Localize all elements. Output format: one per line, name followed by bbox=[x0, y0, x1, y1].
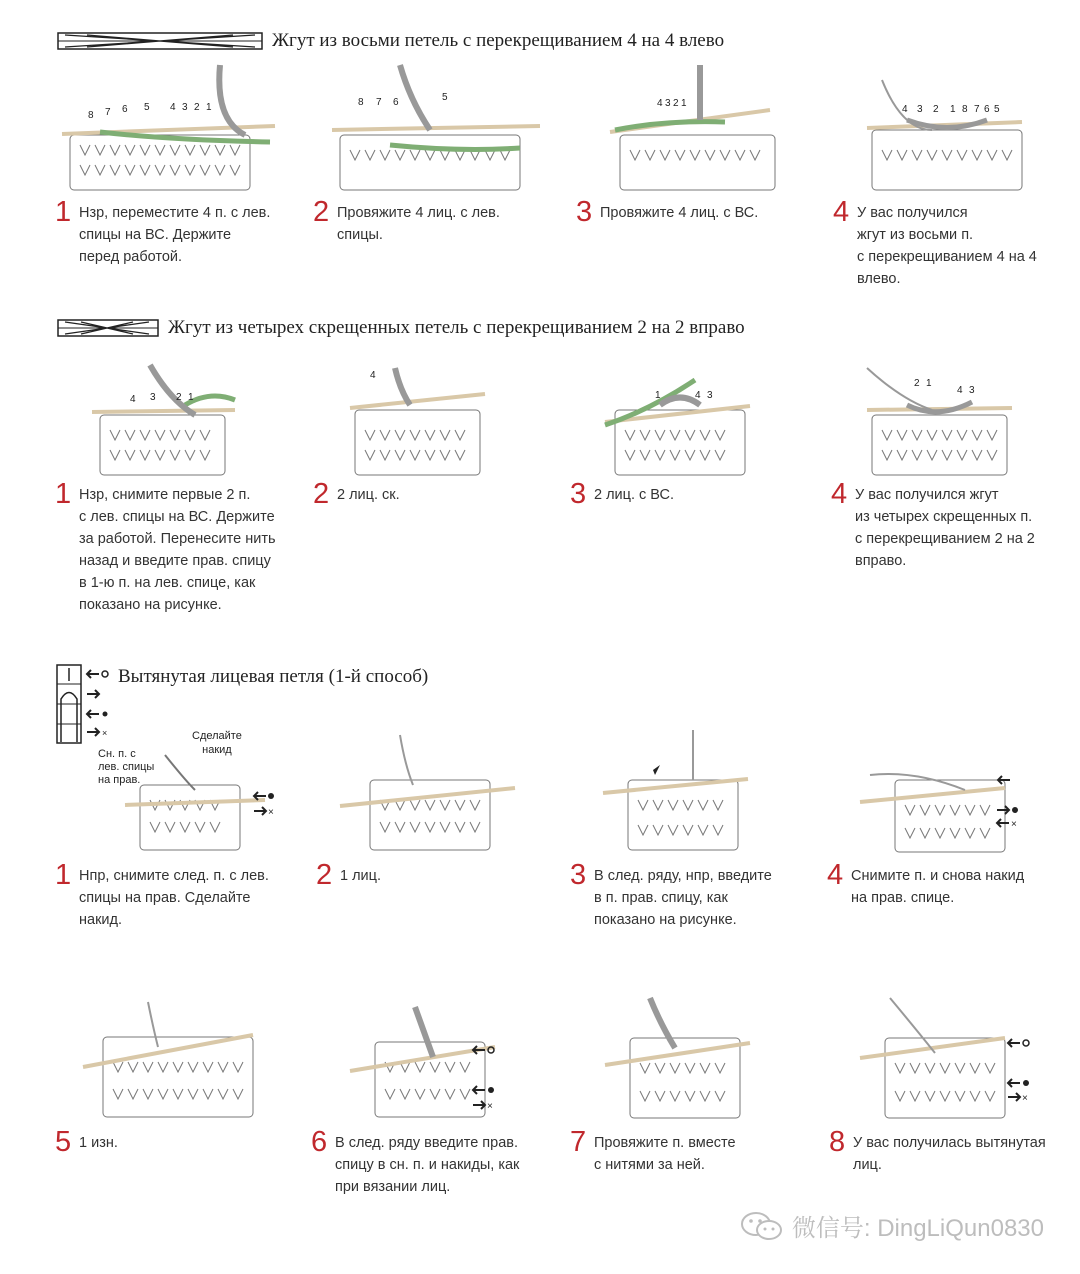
stitch-label: 4 bbox=[695, 390, 701, 401]
knit-fabric bbox=[70, 135, 250, 190]
step-number: 3 bbox=[576, 196, 593, 228]
section-title-3: Вытянутая лицевая петля (1-й способ) bbox=[118, 666, 429, 687]
step-number: 2 bbox=[313, 478, 330, 510]
svg-text:×: × bbox=[1011, 819, 1017, 830]
watermark bbox=[740, 1208, 1044, 1243]
stitch-label: 8 bbox=[962, 104, 968, 115]
callout-slip-stitch: Сн. п. с лев. спицы на прав. bbox=[98, 748, 155, 786]
step-text: 1 изн. bbox=[79, 1135, 118, 1151]
illustration-s1-4 bbox=[862, 60, 1080, 200]
illustration-s2-4 bbox=[862, 355, 1080, 495]
stitch-label: 3 bbox=[707, 390, 713, 401]
cable-symbol-4x4-left bbox=[57, 32, 263, 50]
step-text: Провяжите 4 лиц. с лев. спицы. bbox=[337, 205, 500, 243]
stitch-label: 4 bbox=[370, 370, 376, 381]
step-number: 8 bbox=[829, 1126, 846, 1158]
section-title-1: Жгут из восьми петель с перекрещиванием 4 на 4 влево bbox=[272, 30, 725, 51]
svg-text:×: × bbox=[1022, 1093, 1028, 1104]
illustration-s3-7 bbox=[600, 988, 820, 1128]
stitch-label: 2 bbox=[914, 378, 920, 389]
stitch-label: 8 bbox=[88, 110, 94, 121]
illustration-s2-3 bbox=[600, 355, 820, 495]
yarn bbox=[219, 65, 245, 135]
illustration-s1-3 bbox=[605, 60, 825, 200]
stitch-label: 2 bbox=[176, 392, 182, 403]
svg-text:×: × bbox=[102, 728, 108, 738]
step-number: 3 bbox=[570, 859, 587, 891]
step-text: 1 лиц. bbox=[340, 868, 381, 884]
step-text: В след. ряду введите прав. спицу в сн. п. и накиды, как при вязании лиц. bbox=[335, 1135, 520, 1195]
stitch-label: 6 bbox=[393, 97, 399, 108]
step-text: У вас получился жгут из четырех скрещенных п. с перекрещиванием 2 на 2 вправо. bbox=[855, 487, 1035, 569]
step-text: Нпр, снимите след. п. с лев. спицы на прав. Сделайте накид. bbox=[79, 868, 269, 928]
step-number: 3 bbox=[570, 478, 587, 510]
illustration-s3-8 bbox=[855, 988, 1075, 1128]
stitch-label: 8 bbox=[358, 97, 364, 108]
illustration-s1-1 bbox=[60, 60, 280, 200]
step-number: 2 bbox=[316, 859, 333, 891]
stitch-label: 1 bbox=[926, 378, 932, 389]
step-text: Провяжите п. вместе с нитями за ней. bbox=[594, 1135, 736, 1173]
stitch-label: 7 bbox=[376, 97, 382, 108]
step-text: Провяжите 4 лиц. с ВС. bbox=[600, 205, 759, 221]
stitch-label: 4 bbox=[130, 394, 136, 405]
step-text: 2 лиц. ск. bbox=[337, 487, 400, 503]
stitch-label: 1 bbox=[188, 392, 194, 403]
step-number: 4 bbox=[827, 859, 844, 891]
stitch-label: 1 bbox=[681, 98, 687, 109]
stitch-label: 2 bbox=[194, 102, 200, 113]
stitch-label: 6 bbox=[122, 104, 128, 115]
illustration-s3-3 bbox=[598, 720, 818, 860]
section-title-2: Жгут из четырех скрещенных петель с перекрещиванием 2 на 2 вправо bbox=[168, 317, 745, 338]
step-text: В след. ряду, нпр, введите в п. прав. спицу, как показано на рисунке. bbox=[594, 868, 772, 928]
arrow-legend-s3-1 bbox=[252, 790, 276, 820]
step-number: 7 bbox=[570, 1126, 587, 1158]
svg-text:×: × bbox=[268, 807, 274, 818]
illustration-s3-2 bbox=[335, 725, 555, 865]
stitch-label: 4 bbox=[957, 385, 963, 396]
stitch-label: 5 bbox=[144, 102, 150, 113]
stitch-label: 4 bbox=[170, 102, 176, 113]
stitch-label: 4 bbox=[657, 98, 663, 109]
callout-yarn-over: Сделайте накид bbox=[192, 730, 242, 756]
step-text: Нзр, переместите 4 п. с лев. спицы на ВС. Держите перед работой. bbox=[79, 205, 271, 265]
step-number: 1 bbox=[55, 196, 72, 228]
step-number: 1 bbox=[55, 478, 72, 510]
stitch-label: 3 bbox=[969, 385, 975, 396]
step-number: 1 bbox=[55, 859, 72, 891]
stitch-label: 1 bbox=[950, 104, 956, 115]
step-text: 2 лиц. с ВС. bbox=[594, 487, 674, 503]
cable-symbol-2x2-right bbox=[57, 319, 159, 337]
illustration-s3-6 bbox=[345, 992, 565, 1132]
step-number: 4 bbox=[831, 478, 848, 510]
step-number: 4 bbox=[833, 196, 850, 228]
illustration-s3-4 bbox=[855, 725, 1075, 865]
stitch-label: 3 bbox=[917, 104, 923, 115]
illustration-s3-5 bbox=[78, 992, 298, 1132]
stitch-label: 7 bbox=[105, 107, 111, 118]
step-number: 6 bbox=[311, 1126, 328, 1158]
stitch-label: 3 bbox=[150, 392, 156, 403]
step-number: 5 bbox=[55, 1126, 72, 1158]
stitch-label: 1 bbox=[206, 102, 212, 113]
stitch-label: 6 bbox=[984, 104, 990, 115]
illustration-s2-1 bbox=[90, 355, 310, 495]
stitch-label: 3 bbox=[182, 102, 188, 113]
wechat-icon bbox=[740, 1211, 784, 1241]
stitch-label: 2 bbox=[933, 104, 939, 115]
stitch-label: 4 bbox=[902, 104, 908, 115]
step-text: У вас получился жгут из восьми п. с перекрещиванием 4 на 4 влево. bbox=[857, 205, 1037, 287]
step-text: У вас получилась вытянутая лиц. bbox=[853, 1135, 1046, 1173]
step-number: 2 bbox=[313, 196, 330, 228]
watermark-text: 微信号: DingLiQun0830 bbox=[791, 1215, 1044, 1242]
illustration-s2-2 bbox=[345, 355, 565, 495]
stitch-label: 5 bbox=[442, 92, 448, 103]
stitch-label: 2 bbox=[673, 98, 679, 109]
step-text: Нзр, снимите первые 2 п. с лев. спицы на ВС. Держите за работой. Перенесите нить назад и введите прав. спицу в 1-ю п. на лев. спице, как показано на рисунке. bbox=[79, 487, 276, 613]
stitch-label: 1 bbox=[655, 390, 661, 401]
step-text: Снимите п. и снова накид на прав. спице. bbox=[851, 868, 1025, 906]
stitch-label: 7 bbox=[974, 104, 980, 115]
svg-text:×: × bbox=[487, 1101, 493, 1112]
stitch-label: 5 bbox=[994, 104, 1000, 115]
stitch-label: 3 bbox=[665, 98, 671, 109]
illustration-s1-2 bbox=[330, 60, 550, 200]
